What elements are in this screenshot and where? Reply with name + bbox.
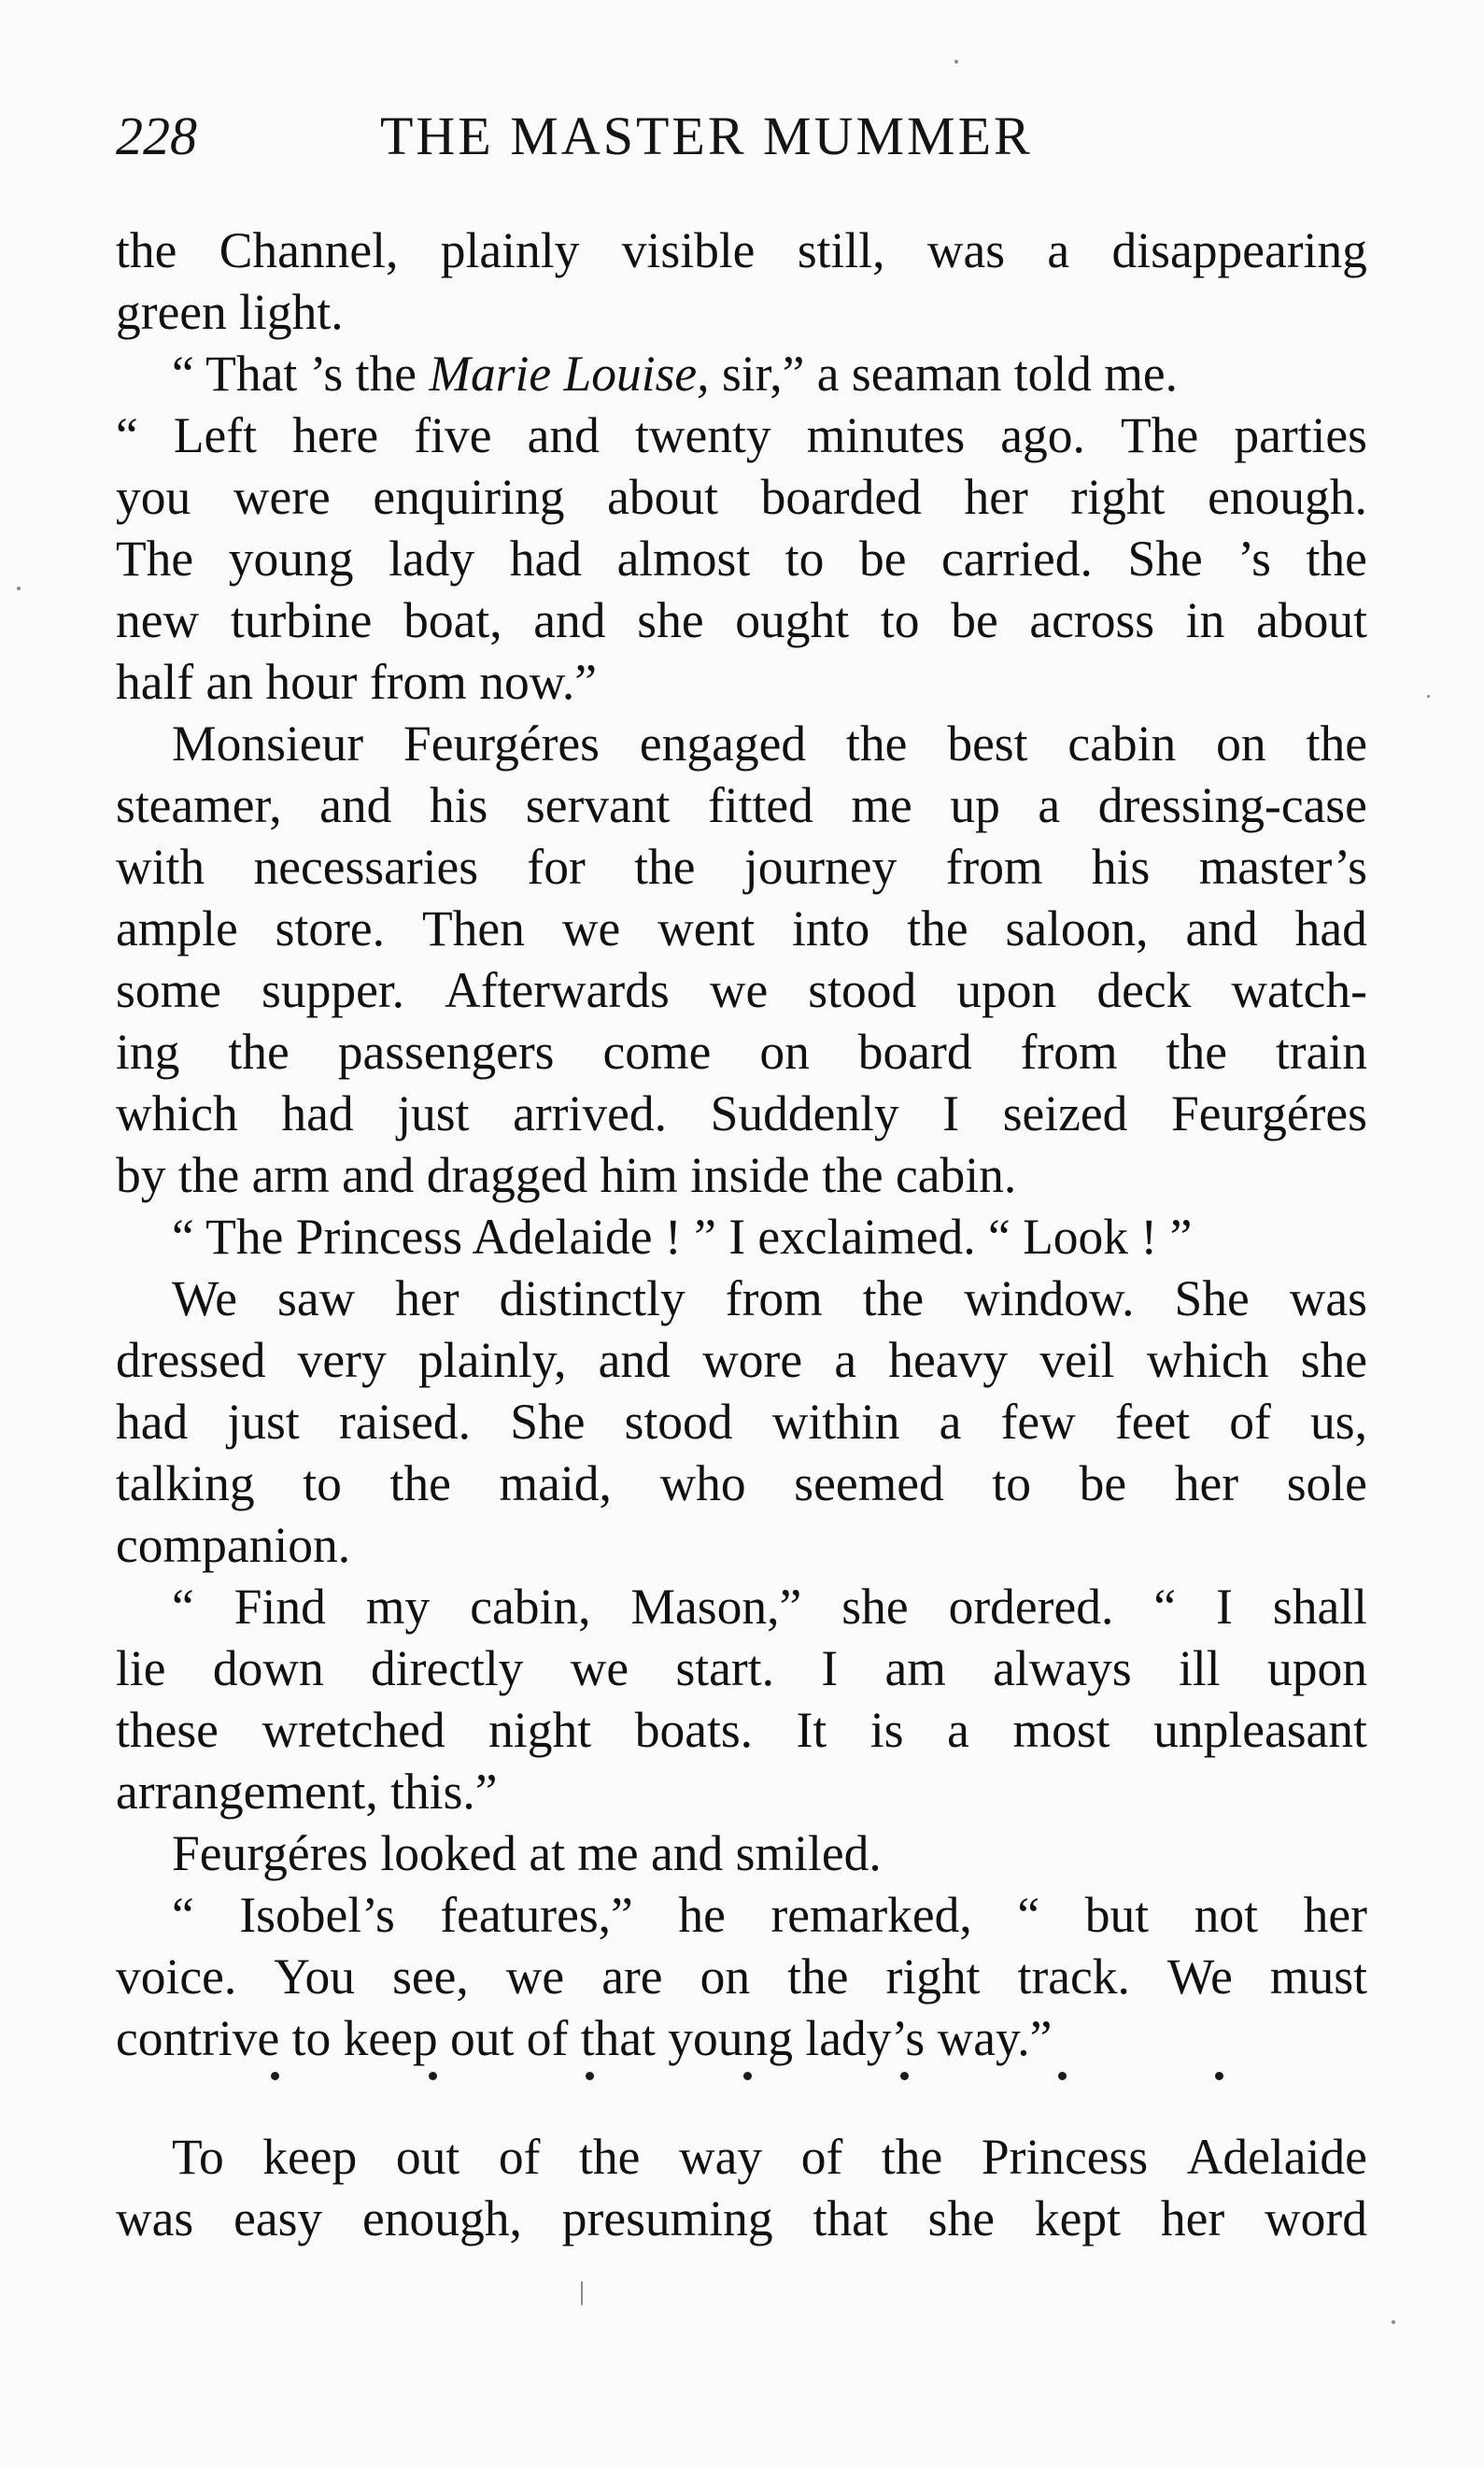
- text-line: ample store. Then we went into the saloon, and had: [116, 900, 1367, 957]
- section-break: [271, 2072, 1223, 2080]
- text-line: lie down directly we start. I am always ill upon: [116, 1640, 1367, 1696]
- text-line: had just raised. She stood within a few feet of us,: [116, 1394, 1367, 1450]
- text-line: some supper. Afterwards we stood upon deck watch-: [116, 962, 1367, 1018]
- ellipsis-dot: [1215, 2072, 1223, 2080]
- running-title: THE MASTER MUMMER: [380, 106, 1033, 166]
- text-line: ing the passengers come on board from the train: [116, 1024, 1367, 1080]
- text-line: “ Find my cabin, Mason,” she ordered. “ I shall: [172, 1579, 1367, 1635]
- text-line: the Channel, plainly visible still, was a disappearing: [116, 222, 1367, 278]
- scan-speck: [1427, 695, 1430, 698]
- text-line: with necessaries for the journey from his master’s: [116, 839, 1367, 895]
- body-text: [116, 220, 1367, 2069]
- text-line: Monsieur Feurgéres engaged the best cabin on the: [172, 716, 1367, 772]
- text-line: arrangement, this.”: [116, 1764, 498, 1820]
- text-line: steamer, and his servant fitted me up a dressing-case: [116, 777, 1367, 833]
- text-line: new turbine boat, and she ought to be across in about: [116, 592, 1367, 648]
- text-line: by the arm and dragged him inside the cabin.: [116, 1147, 1017, 1203]
- text-line: “ Left here five and twenty minutes ago. The parties: [116, 407, 1367, 463]
- text-line: Feurgéres looked at me and smiled.: [172, 1825, 882, 1881]
- text-line: companion.: [116, 1517, 351, 1573]
- ellipsis-dot: [900, 2072, 909, 2080]
- ellipsis-dot: [271, 2072, 279, 2080]
- closing-text: [116, 2126, 1367, 2249]
- scan-speck: [954, 60, 958, 64]
- ellipsis-dot: [586, 2072, 594, 2080]
- page-number: 228: [116, 106, 197, 166]
- text-line: half an hour from now.”: [116, 654, 598, 710]
- text-line: talking to the maid, who seemed to be her sole: [116, 1455, 1367, 1511]
- scan-speck: [1392, 2320, 1395, 2324]
- text-line: contrive to keep out of that young lady’s way.”: [116, 2010, 1053, 2066]
- page-header: [116, 105, 1367, 179]
- text-line: “ The Princess Adelaide ! ” I exclaimed. “ Look ! ”: [172, 1209, 1193, 1265]
- text-segment: “ That ’s the: [172, 346, 430, 402]
- scan-speck: [17, 587, 21, 590]
- scan-speck: [581, 2281, 583, 2305]
- ellipsis-dot: [743, 2072, 752, 2080]
- text-line: was easy enough, presuming that she kept her word: [116, 2190, 1367, 2246]
- ship-name: Marie Louise,: [429, 346, 710, 402]
- text-line: We saw her distinctly from the window. She was: [172, 1270, 1367, 1326]
- text-line: dressed very plainly, and wore a heavy veil which she: [116, 1332, 1367, 1388]
- text-line: which had just arrived. Suddenly I seized Feurgéres: [116, 1085, 1367, 1141]
- ellipsis-dot: [1058, 2072, 1067, 2080]
- text-line: you were enquiring about boarded her right enough.: [116, 469, 1367, 525]
- text-line: green light.: [116, 284, 344, 340]
- text-line: To keep out of the way of the Princess Adelaide: [172, 2129, 1367, 2185]
- text-line: The young lady had almost to be carried. She ’s the: [116, 531, 1367, 587]
- ellipsis-dot: [429, 2072, 437, 2080]
- text-line: “ Isobel’s features,” he remarked, “ but not her: [172, 1887, 1367, 1943]
- text-line: voice. You see, we are on the right track. We must: [116, 1949, 1367, 2005]
- text-line: [116, 343, 1367, 404]
- text-segment: sir,” a seaman told me.: [709, 346, 1179, 402]
- text-line: these wretched night boats. It is a most unpleasant: [116, 1702, 1367, 1758]
